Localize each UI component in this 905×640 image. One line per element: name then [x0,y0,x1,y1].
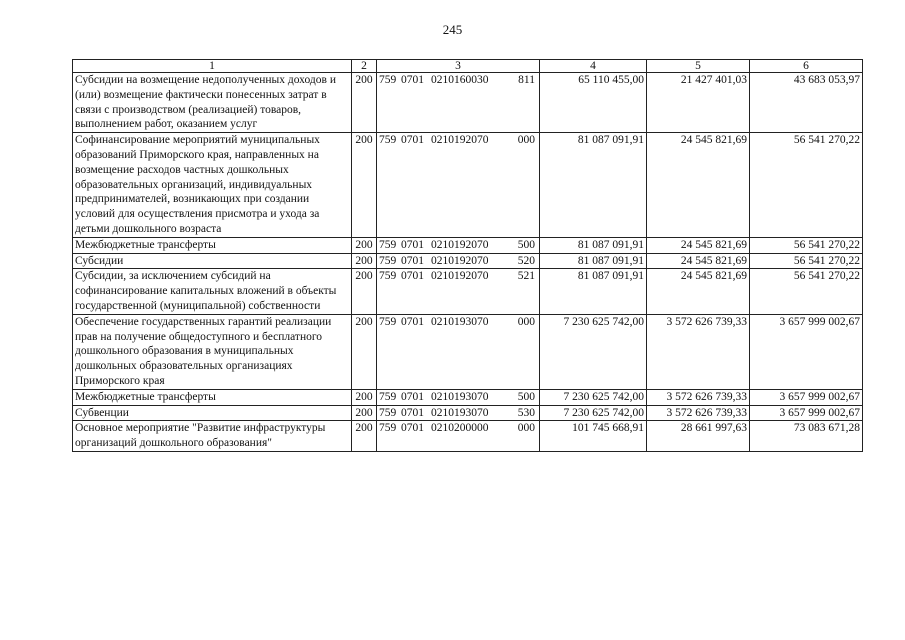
column-header: 4 [540,60,647,73]
row-name: Межбюджетные трансферты [73,389,352,405]
row-classification-code [377,421,540,452]
row-csr: 0210192070 [431,134,489,147]
row-col2: 200 [352,405,377,421]
row-value-6: 56 541 270,22 [750,253,863,269]
row-vr: 000 [517,134,535,147]
row-value-6: 3 657 999 002,67 [750,314,863,389]
row-csr: 0210192070 [431,238,489,251]
row-ved: 759 [379,134,397,147]
table-row [73,421,863,452]
row-value-4: 81 087 091,91 [540,133,647,238]
header-row [73,60,863,73]
column-header: 1 [73,60,352,73]
row-vr: 520 [517,254,535,267]
row-name: Межбюджетные трансферты [73,237,352,253]
budget-table [72,59,863,452]
row-vr: 500 [517,390,535,403]
row-value-6: 43 683 053,97 [750,73,863,133]
row-classification-code [377,73,540,133]
row-value-5: 28 661 997,63 [647,421,750,452]
row-section: 0701 [401,422,424,435]
row-vr: 000 [517,422,535,435]
row-classification-code [377,389,540,405]
table-row [73,133,863,238]
row-value-4: 7 230 625 742,00 [540,314,647,389]
row-value-5: 24 545 821,69 [647,237,750,253]
row-csr: 0210160030 [431,74,489,86]
row-section: 0701 [401,270,424,283]
row-name: Субсидии, за исключением субсидий на софинансирование капитальных вложений в объекты государственной (муниципальной) собственности [73,269,352,314]
row-section: 0701 [401,315,424,328]
table-row [73,237,863,253]
row-vr: 000 [517,315,535,328]
table-row [73,73,863,133]
row-col2: 200 [352,269,377,314]
row-ved: 759 [379,270,397,283]
row-value-6: 3 657 999 002,67 [750,389,863,405]
row-classification-code [377,269,540,314]
table-row [73,269,863,314]
table-row [73,389,863,405]
row-value-4: 81 087 091,91 [540,237,647,253]
row-classification-code [377,237,540,253]
row-csr: 0210193070 [431,406,489,419]
row-csr: 0210192070 [431,270,489,283]
row-ved: 759 [379,422,397,435]
row-ved: 759 [379,315,397,328]
row-value-6: 73 083 671,28 [750,421,863,452]
row-value-5: 24 545 821,69 [647,269,750,314]
row-ved: 759 [379,406,397,419]
column-header: 6 [750,60,863,73]
row-value-6: 56 541 270,22 [750,237,863,253]
page-number: 245 [442,22,463,37]
row-value-4: 81 087 091,91 [540,253,647,269]
row-csr: 0210200000 [431,422,489,435]
table-row [73,314,863,389]
row-value-4: 65 110 455,00 [540,73,647,133]
row-value-5: 24 545 821,69 [647,133,750,238]
row-col2: 200 [352,237,377,253]
row-value-5: 24 545 821,69 [647,253,750,269]
row-csr: 0210193070 [431,315,489,328]
row-value-6: 3 657 999 002,67 [750,405,863,421]
row-value-5: 21 427 401,03 [647,73,750,133]
row-value-4: 7 230 625 742,00 [540,389,647,405]
row-section: 0701 [401,134,424,147]
column-header: 2 [352,60,377,73]
row-value-4: 101 745 668,91 [540,421,647,452]
row-col2: 200 [352,389,377,405]
column-header: 5 [647,60,750,73]
row-section: 0701 [401,406,424,419]
row-name: Софинансирование мероприятий муниципальных образований Приморского края, направленных на возмещение расходов частных дошкольных образовательных организаций, индивидуальных предпринимателей, возникающих при создании условий для осуществления присмотра и ухода за детьми дошкольного возраста [73,133,352,238]
row-ved: 759 [379,254,397,267]
row-classification-code [377,253,540,269]
row-col2: 200 [352,133,377,238]
row-classification-code [377,133,540,238]
row-name: Субвенции [73,405,352,421]
row-section: 0701 [401,254,424,267]
row-name: Субсидии на возмещение недополученных доходов и (или) возмещение фактически понесенных затрат в связи с производством (реализацией) товаров, выполнением работ, оказанием услуг [73,73,352,133]
row-value-6: 56 541 270,22 [750,269,863,314]
row-ved: 759 [379,74,397,86]
row-value-4: 81 087 091,91 [540,269,647,314]
row-vr: 530 [517,406,535,419]
row-csr: 0210192070 [431,254,489,267]
row-ved: 759 [379,390,397,403]
row-name: Обеспечение государственных гарантий реализации прав на получение общедоступного и бесплатного дошкольного образования в муниципальных дошкольных образовательных организациях Приморского края [73,314,352,389]
row-value-6: 56 541 270,22 [750,133,863,238]
row-ved: 759 [379,238,397,251]
row-name: Субсидии [73,253,352,269]
row-section: 0701 [401,238,424,251]
row-name: Основное мероприятие "Развитие инфраструктуры организаций дошкольного образования" [73,421,352,452]
row-col2: 200 [352,314,377,389]
row-csr: 0210193070 [431,390,489,403]
row-vr: 811 [518,74,535,86]
row-classification-code [377,405,540,421]
row-section: 0701 [401,74,424,86]
row-col2: 200 [352,73,377,133]
row-value-5: 3 572 626 739,33 [647,389,750,405]
column-header: 3 [377,60,540,73]
row-vr: 500 [517,238,535,251]
row-value-4: 7 230 625 742,00 [540,405,647,421]
row-value-5: 3 572 626 739,33 [647,405,750,421]
table-row [73,405,863,421]
table-body [73,73,863,452]
row-col2: 200 [352,421,377,452]
table-row [73,253,863,269]
row-section: 0701 [401,390,424,403]
row-value-5: 3 572 626 739,33 [647,314,750,389]
row-vr: 521 [517,270,535,283]
row-classification-code [377,314,540,389]
row-col2: 200 [352,253,377,269]
